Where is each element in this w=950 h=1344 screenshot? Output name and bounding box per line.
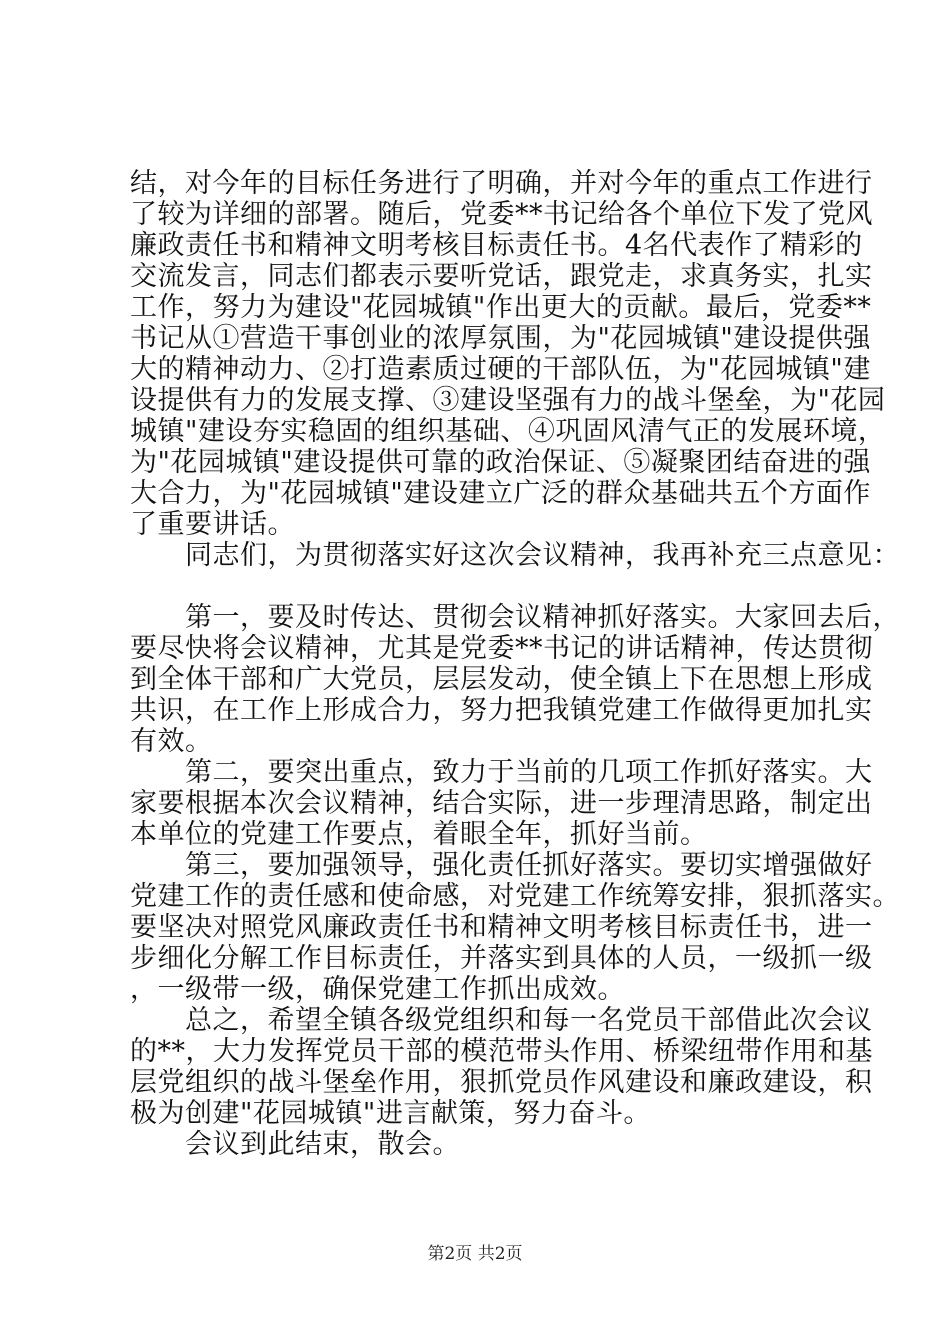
text-line: 城镇"建设夯实稳固的组织基础、④巩固风清气正的发展环境， (130, 416, 886, 447)
text-line: 有效。 (130, 726, 213, 757)
text-line: 大的精神动力、②打造素质过硬的干部队伍，为"花园城镇"建 (130, 354, 871, 385)
text-line: 共识，在工作上形成合力，努力把我镇党建工作做得更加扎实 (130, 695, 873, 726)
text-line: 会议到此结束，散会。 (130, 1129, 460, 1160)
text-line: 本单位的党建工作要点，着眼全年，抓好当前。 (130, 819, 708, 850)
page-footer: 第2页 共2页 (427, 1244, 523, 1264)
text-line: 第三，要加强领导，强化责任抓好落实。要切实增强做好 (130, 850, 873, 881)
text-line: 交流发言，同志们都表示要听党话，跟党走，求真务实，扎实 (130, 261, 873, 292)
text-line: 了重要讲话。 (130, 509, 295, 540)
text-line: 极为创建"花园城镇"进言献策，努力奋斗。 (130, 1098, 651, 1129)
text-line: 到全体干部和广大党员，层层发动，使全镇上下在思想上形成 (130, 664, 873, 695)
text-line: 要坚决对照党风廉政责任书和精神文明考核目标责任书，进一 (130, 912, 873, 943)
text-line: 廉政责任书和精神文明考核目标责任书。4名代表作了精彩的 (130, 230, 863, 261)
text-line: 结，对今年的目标任务进行了明确，并对今年的重点工作进行 (130, 168, 873, 199)
blank-line (130, 571, 850, 602)
text-line: 第一，要及时传达、贯彻会议精神抓好落实。大家回去后， (130, 602, 900, 633)
text-line: ，一级带一级，确保党建工作抓出成效。 (130, 974, 625, 1005)
text-line: 了较为详细的部署。随后，党委**书记给各个单位下发了党风 (130, 199, 873, 230)
text-line: 步细化分解工作目标责任，并落实到具体的人员，一级抓一级 (130, 943, 873, 974)
text-line: 大合力，为"花园城镇"建设建立广泛的群众基础共五个方面作 (130, 478, 871, 509)
text-line: 要尽快将会议精神，尤其是党委**书记的讲话精神，传达贯彻 (130, 633, 873, 664)
document-body (130, 168, 900, 1160)
text-line: 工作，努力为建设"花园城镇"作出更大的贡献。最后，党委** (130, 292, 872, 323)
text-line: 为"花园城镇"建设提供可靠的政治保证、⑤凝聚团结奋进的强 (130, 447, 871, 478)
text-line: 家要根据本次会议精神，结合实际，进一步理清思路，制定出 (130, 788, 873, 819)
text-line: 的**，大力发挥党员干部的模范带头作用、桥梁纽带作用和基 (130, 1036, 873, 1067)
text-line: 党建工作的责任感和使命感，对党建工作统筹安排，狠抓落实。 (130, 881, 900, 912)
text-line: 第二，要突出重点，致力于当前的几项工作抓好落实。大 (130, 757, 873, 788)
text-line: 设提供有力的发展支撑、③建设坚强有力的战斗堡垒，为"花园 (130, 385, 886, 416)
text-line: 层党组织的战斗堡垒作用，狠抓党员作风建设和廉政建设，积 (130, 1067, 873, 1098)
text-line: 书记从①营造干事创业的浓厚氛围，为"花园城镇"建设提供强 (130, 323, 871, 354)
text-line: 总之，希望全镇各级党组织和每一名党员干部借此次会议 (130, 1005, 873, 1036)
text-line: 同志们，为贯彻落实好这次会议精神，我再补充三点意见： (130, 540, 900, 571)
